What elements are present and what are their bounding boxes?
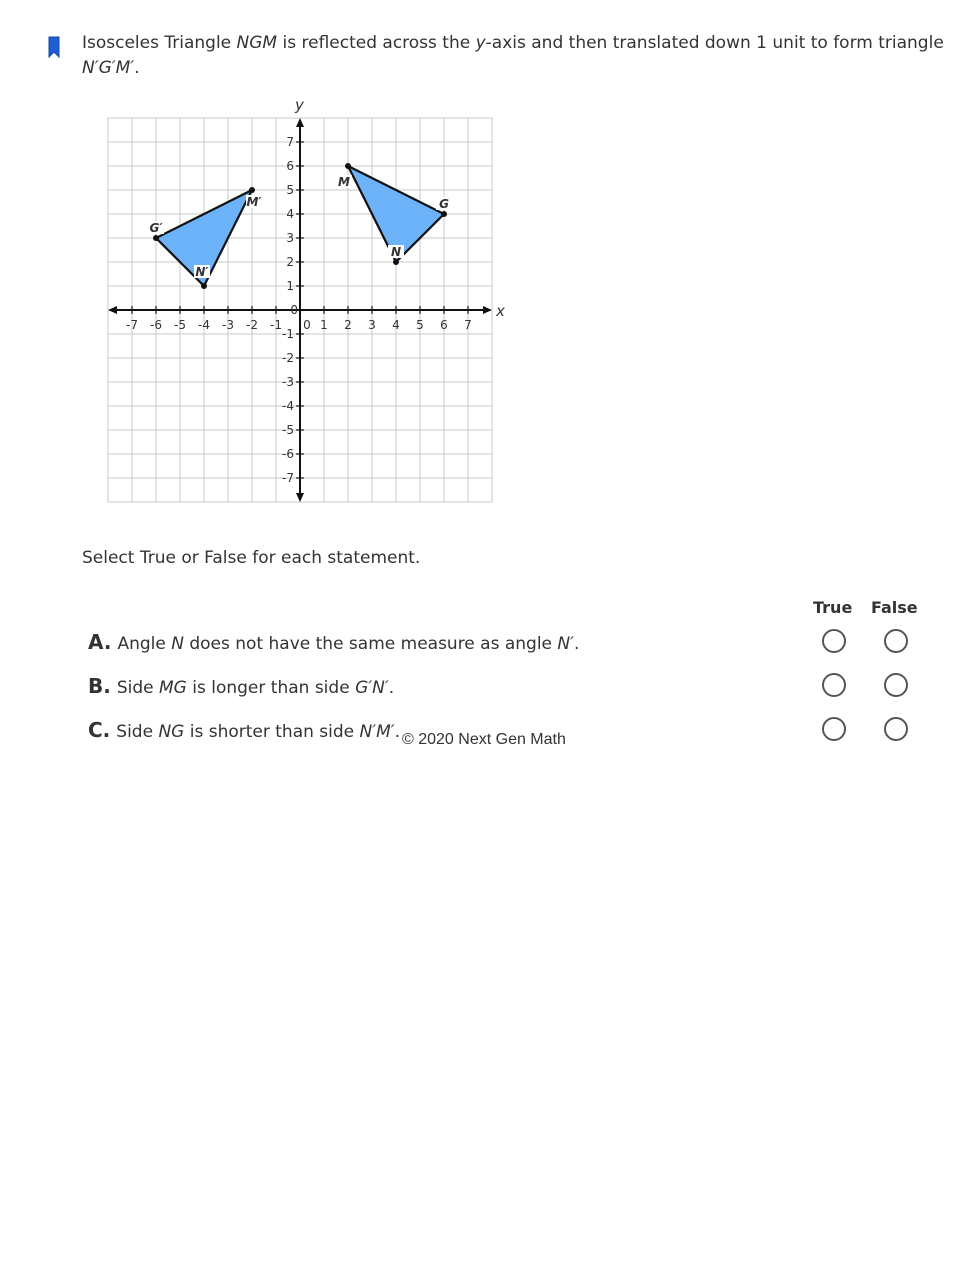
x-tick-label: 4 xyxy=(392,318,400,332)
x-axis-arrow-left xyxy=(108,306,117,314)
statement-b-false-radio[interactable] xyxy=(884,673,908,697)
y-tick-label: 6 xyxy=(286,159,294,173)
x-tick-label: 7 xyxy=(464,318,472,332)
bookmark-flag-icon[interactable] xyxy=(48,36,60,58)
x-axis-label: x xyxy=(496,302,505,320)
y-tick-label: 0 xyxy=(290,303,298,317)
statement-b-true-radio[interactable] xyxy=(822,673,846,697)
y-tick-label: -2 xyxy=(282,351,294,365)
vertex-point xyxy=(441,211,447,217)
statement-a: A. Angle N does not have the same measure as angle N′. xyxy=(88,630,580,654)
vertex-label: M′ xyxy=(246,195,262,209)
vertex-point xyxy=(201,283,207,289)
x-tick-label: 5 xyxy=(416,318,424,332)
y-axis-label: y xyxy=(295,96,304,114)
x-tick-label: -4 xyxy=(198,318,210,332)
statement-c-false-radio[interactable] xyxy=(884,717,908,741)
vertex-label: N xyxy=(390,245,402,259)
y-tick-label: 4 xyxy=(286,207,294,221)
statement-a-false-radio[interactable] xyxy=(884,629,908,653)
x-tick-label: 0 xyxy=(303,318,311,332)
y-tick-label: -4 xyxy=(282,399,294,413)
vertex-point xyxy=(393,259,399,265)
y-tick-label: -6 xyxy=(282,447,294,461)
false-column-header: False xyxy=(871,598,918,617)
vertex-point xyxy=(249,187,255,193)
y-tick-label: 1 xyxy=(286,279,294,293)
x-axis-arrow-right xyxy=(483,306,492,314)
vertex-point xyxy=(345,163,351,169)
x-tick-label: -5 xyxy=(174,318,186,332)
x-tick-label: -3 xyxy=(222,318,234,332)
x-tick-label: -7 xyxy=(126,318,138,332)
vertex-label: G xyxy=(439,197,449,211)
y-tick-label: -3 xyxy=(282,375,294,389)
vertex-point xyxy=(153,235,159,241)
x-tick-label: -1 xyxy=(270,318,282,332)
copyright-text: © 2020 Next Gen Math xyxy=(402,731,566,748)
x-tick-label: 3 xyxy=(368,318,376,332)
y-tick-label: 5 xyxy=(286,183,294,197)
true-column-header: True xyxy=(813,598,853,617)
vertex-label: G′ xyxy=(149,221,163,235)
x-tick-label: -6 xyxy=(150,318,162,332)
question-text: Isosceles Triangle NGM is reflected across the y-axis and then translated down 1 unit to form triangle N′G′M′. xyxy=(82,33,944,78)
y-tick-label: 3 xyxy=(286,231,294,245)
y-axis-arrow-down xyxy=(296,493,304,502)
y-tick-label: 7 xyxy=(286,135,294,149)
statement-c-true-radio[interactable] xyxy=(822,717,846,741)
instruction-text: Select True or False for each statement. xyxy=(82,548,421,568)
x-tick-label: -2 xyxy=(246,318,258,332)
statement-c: C. Side NG is shorter than side N′M′. xyxy=(88,718,401,742)
y-tick-label: 2 xyxy=(286,255,294,269)
statement-b: B. Side MG is longer than side G′N′. xyxy=(88,674,395,698)
statement-a-true-radio[interactable] xyxy=(822,629,846,653)
y-tick-label: -1 xyxy=(282,327,294,341)
x-tick-label: 1 xyxy=(320,318,328,332)
x-tick-label: 2 xyxy=(344,318,352,332)
y-tick-label: -5 xyxy=(282,423,294,437)
coordinate-graph xyxy=(100,92,510,512)
vertex-label: N′ xyxy=(195,265,209,279)
vertex-label: M xyxy=(338,175,350,189)
y-tick-label: -7 xyxy=(282,471,294,485)
x-tick-label: 6 xyxy=(440,318,448,332)
y-axis-arrow-up xyxy=(296,118,304,127)
